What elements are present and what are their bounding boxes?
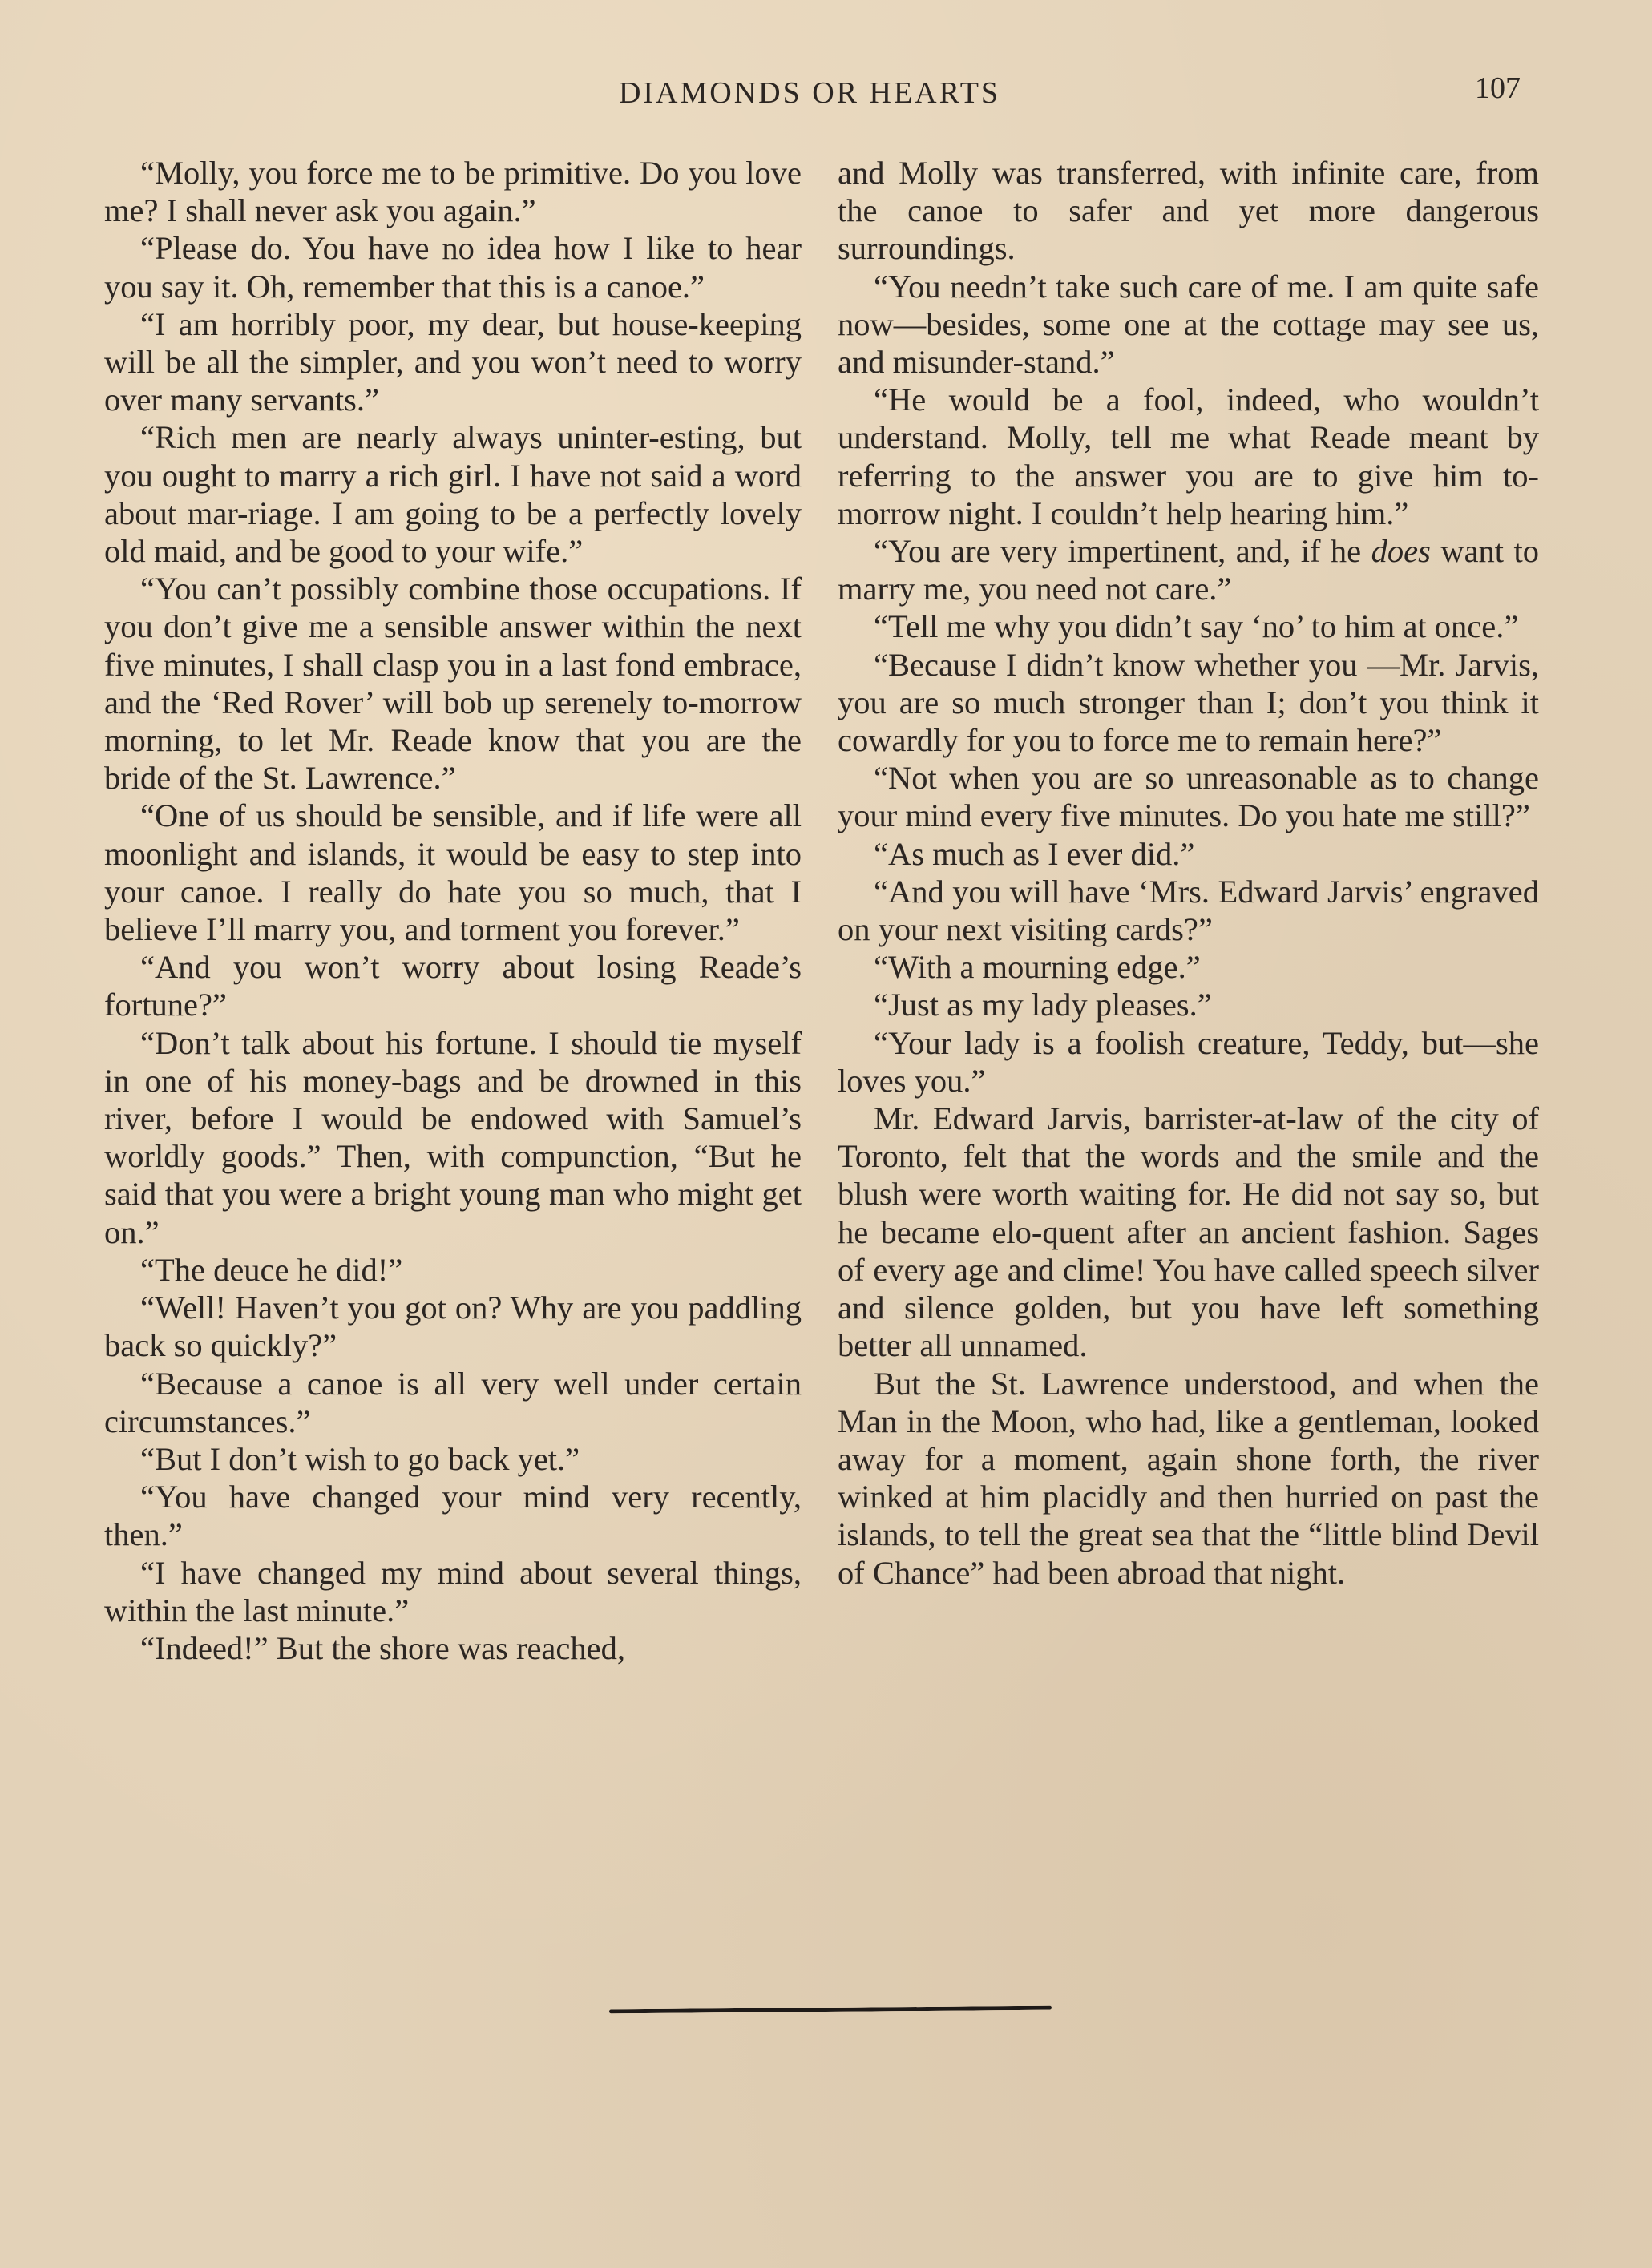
paragraph: Mr. Edward Jarvis, barrister-at-law of the city of Toronto, felt that the words and the smile and the blush were worth waiting for. He did not say so, but he became elo-quent after an ancient fashion. Sages of every age and clime! You have called speech silver and silence golden, but you have left something better all unnamed. bbox=[838, 1100, 1539, 1364]
paragraph: “Don’t talk about his fortune. I should tie myself in one of his money-bags and be drowned in this river, before I would be endowed with Samuel’s worldly goods.” Then, with compunction, “But he said that you were a bright young man who might get on.” bbox=[104, 1024, 802, 1250]
right-column bbox=[838, 154, 1539, 1592]
paragraph: “The deuce he did!” bbox=[140, 1251, 403, 1288]
paragraph: “And you won’t worry about losing Reade’s fortune?” bbox=[104, 949, 802, 1023]
paragraph: “You needn’t take such care of me. I am quite safe now—besides, some one at the cottage may see us, and misunder-stand.” bbox=[838, 268, 1539, 381]
paragraph: “I am horribly poor, my dear, but house-keeping will be all the simpler, and you won’t need to worry over many servants.” bbox=[104, 305, 802, 418]
running-head bbox=[0, 71, 1652, 119]
paragraph: “One of us should be sensible, and if life were all moonlight and islands, it would be easy to step into your canoe. I really do hate you so much, that I believe I’ll marry you, and torment you forever.” bbox=[104, 797, 802, 948]
paragraph: “But I don’t wish to go back yet.” bbox=[140, 1440, 580, 1477]
paragraph: “Rich men are nearly always uninter-esting, but you ought to marry a rich girl. I have not said a word about mar-riage. I am going to be a perfectly lovely old maid, and be good to your wife.” bbox=[104, 419, 802, 570]
page-number: 107 bbox=[1475, 71, 1521, 105]
paragraph: “Molly, you force me to be primitive. Do you love me? I shall never ask you again.” bbox=[104, 155, 802, 229]
paragraph: “I have changed my mind about several things, within the last minute.” bbox=[104, 1554, 802, 1628]
paragraph-text: “You are very impertinent, and, if he bbox=[874, 533, 1362, 570]
paragraph: “Because a canoe is all very well under certain circumstances.” bbox=[104, 1365, 802, 1439]
paragraph: But the St. Lawrence understood, and when the Man in the Moon, who had, like a gentleman, looked away for a moment, again shone forth, the river winked at him placidly and then hurried on past the islands, to tell the great sea that the “little blind Devil of Chance” had been abroad that night. bbox=[838, 1365, 1539, 1591]
paragraph: “Your lady is a foolish creature, Teddy, but—she loves you.” bbox=[838, 1024, 1539, 1099]
paragraph: “You have changed your mind very recently, then.” bbox=[104, 1479, 802, 1553]
italic-word: does bbox=[1371, 533, 1431, 570]
paragraph-text: want to marry me, you need not care.” bbox=[838, 533, 1540, 607]
paragraph: “With a mourning edge.” bbox=[874, 949, 1201, 986]
paragraph-continuation: and Molly was transferred, with infinite care, from the canoe to safer and yet more dangerous surroundings. bbox=[838, 155, 1539, 267]
paragraph: “Tell me why you didn’t say ‘no’ to him at once.” bbox=[874, 608, 1519, 645]
left-column bbox=[104, 154, 802, 1667]
paragraph: “Because I didn’t know whether you —Mr. Jarvis, you are so much stronger than I; don’t you think it cowardly for you to force me to remain here?” bbox=[838, 646, 1539, 759]
paragraph-impertinent bbox=[838, 532, 1539, 607]
paragraph: “You can’t possibly combine those occupations. If you don’t give me a sensible answer within the next five minutes, I shall clasp you in a last fond embrace, and the ‘Red Rover’ will bob up serenely to-morrow morning, to let Mr. Reade know that you are the bride of the St. Lawrence.” bbox=[104, 571, 802, 797]
paragraph: “Please do. You have no idea how I like to hear you say it. Oh, remember that this is a canoe.” bbox=[104, 230, 802, 305]
paragraph: “And you will have ‘Mrs. Edward Jarvis’ engraved on your next visiting cards?” bbox=[838, 873, 1539, 948]
paragraph: “As much as I ever did.” bbox=[874, 835, 1195, 872]
running-title: DIAMONDS OR HEARTS bbox=[618, 76, 1001, 110]
end-of-story-rule bbox=[609, 2006, 1052, 2014]
paragraph: “Not when you are so unreasonable as to change your mind every five minutes. Do you hate me still?” bbox=[838, 760, 1539, 834]
paragraph: “Just as my lady pleases.” bbox=[874, 987, 1212, 1023]
paragraph: “Well! Haven’t you got on? Why are you paddling back so quickly?” bbox=[104, 1289, 802, 1364]
paragraph: “Indeed!” But the shore was reached, bbox=[140, 1629, 625, 1666]
paragraph: “He would be a fool, indeed, who wouldn’t understand. Molly, tell me what Reade meant by referring to the answer you are to give him to-morrow night. I couldn’t help hearing him.” bbox=[838, 381, 1539, 531]
